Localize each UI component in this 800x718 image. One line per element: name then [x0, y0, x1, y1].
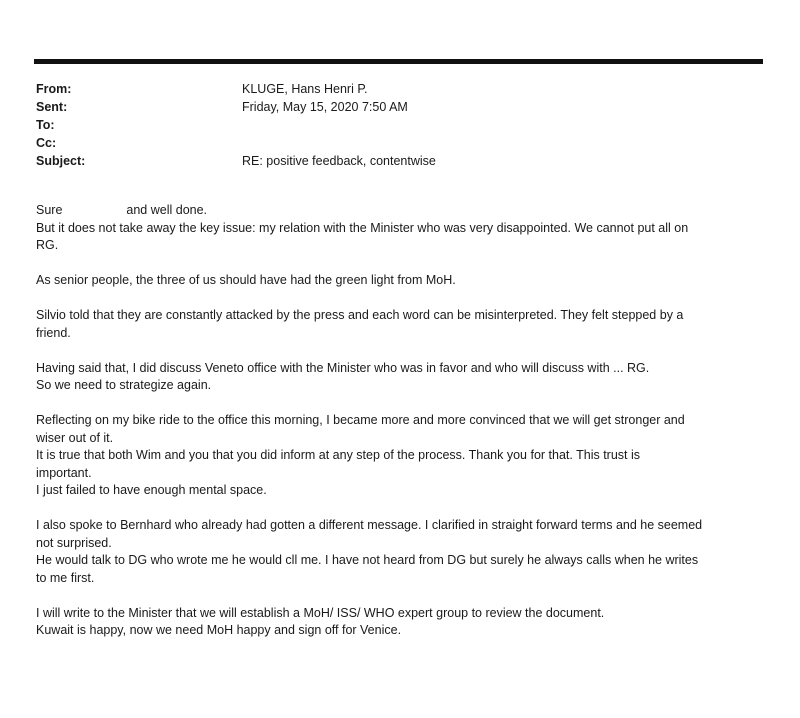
body-line: As senior people, the three of us should have had the green light from MoH. [36, 273, 456, 287]
body-line: I will write to the Minister that we will establish a MoH/ ISS/ WHO expert group to review the document. [36, 605, 605, 620]
top-divider [34, 59, 763, 64]
sent-value: Friday, May 15, 2020 7:50 AM [242, 100, 408, 114]
body-line: I also spoke to Bernhard who already had gotten a different message. I clarified in straight forward terms and he seemed [36, 518, 703, 532]
body-line: RG. [36, 238, 59, 252]
from-row [36, 80, 756, 98]
paragraph-2 [36, 272, 761, 290]
body-line: But it does not take away the key issue: my relation with the Minister who was very disappointed. We cannot put all on [36, 220, 689, 235]
from-value: KLUGE, Hans Henri P. [242, 82, 368, 96]
email-body [36, 202, 761, 657]
to-label: To: [36, 118, 55, 132]
body-line: It is true that both Wim and you that you did inform at any step of the process. Thank you for that. This trust is [36, 448, 641, 462]
subject-label: Subject: [36, 154, 86, 168]
greeting-continuation: and well done. [126, 203, 208, 217]
body-line: wiser out of it. [36, 430, 114, 445]
sent-row [36, 98, 756, 116]
paragraph-5 [36, 412, 761, 500]
greeting-text: Sure [36, 203, 63, 217]
email-header [36, 80, 756, 170]
cc-row [36, 134, 756, 152]
to-row [36, 116, 756, 134]
sent-label: Sent: [36, 100, 68, 114]
paragraph-7 [36, 605, 761, 640]
cc-label: Cc: [36, 136, 57, 150]
body-line: friend. [36, 325, 71, 340]
body-line: not surprised. [36, 535, 112, 550]
body-line: important. [36, 465, 92, 480]
body-line: Reflecting on my bike ride to the office this morning, I became more and more convinced that we will get stronger and [36, 413, 685, 427]
paragraph-3 [36, 307, 761, 342]
body-line: to me first. [36, 570, 95, 585]
paragraph-6 [36, 517, 761, 587]
body-line: Silvio told that they are constantly attacked by the press and each word can be misinterpreted. They felt stepped by a [36, 308, 684, 322]
paragraph-4 [36, 360, 761, 395]
body-line: Having said that, I did discuss Veneto office with the Minister who was in favor and who will discuss with ... RG. [36, 360, 650, 375]
body-line: Kuwait is happy, now we need MoH happy and sign off for Venice. [36, 623, 402, 637]
from-label: From: [36, 82, 72, 96]
subject-row [36, 152, 756, 170]
body-line: He would talk to DG who wrote me he would cll me. I have not heard from DG but surely he always calls when he writes [36, 553, 699, 567]
paragraph-1 [36, 202, 761, 255]
subject-value: RE: positive feedback, contentwise [242, 154, 436, 168]
body-line: So we need to strategize again. [36, 378, 212, 392]
body-line: I just failed to have enough mental space. [36, 483, 267, 497]
body-line [36, 202, 761, 220]
